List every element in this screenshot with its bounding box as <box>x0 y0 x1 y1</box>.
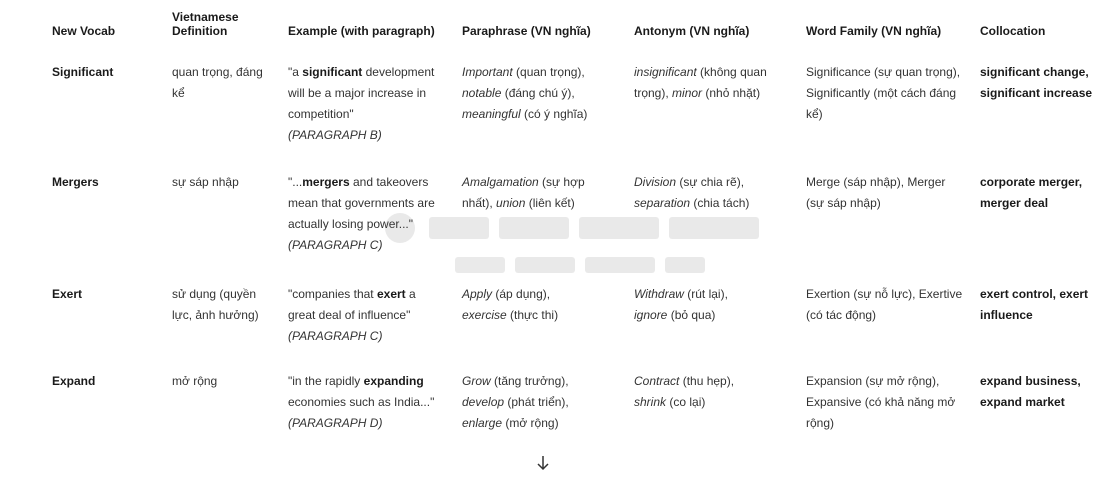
table-row <box>44 46 1114 164</box>
paragraph-ref: (PARAGRAPH B) <box>288 128 382 142</box>
antonym-cell: Contract (thu hẹp), shrink (co lại) <box>634 374 735 409</box>
paraphrase-cell: Apply (áp dụng), exercise (thực thi) <box>462 287 559 322</box>
example-cell: "in the rapidly expanding economies such as India..." (PARAGRAPH D) <box>288 374 435 430</box>
table-row <box>44 270 1114 363</box>
header-collocation: Collocation <box>980 24 1046 38</box>
table-row <box>44 363 1114 438</box>
paragraph-ref: (PARAGRAPH C) <box>288 238 383 252</box>
highlighted-word: significant <box>302 65 363 79</box>
vocab-cell: Mergers <box>52 175 99 189</box>
collocation-cell: expand business, expand market <box>980 374 1081 409</box>
vocab-cell: Exert <box>52 287 83 301</box>
word-family-cell: Expansion (sự mở rộng), Expansive (có khả năng mở rộng) <box>806 374 956 430</box>
word-family-cell: Merge (sáp nhập), Merger (sự sáp nhập) <box>806 175 946 210</box>
collocation-cell: significant change, significant increase <box>980 65 1093 100</box>
vocab-table <box>44 8 1114 438</box>
example-cell: "a significant development will be a major increase in competition" (PARAGRAPH B) <box>288 65 435 142</box>
paragraph-ref: (PARAGRAPH C) <box>288 329 383 343</box>
header-new-vocab: New Vocab <box>52 24 116 38</box>
definition-cell: sử dụng (quyền lực, ảnh hưởng) <box>172 287 259 322</box>
antonym-cell: Withdraw (rút lại), ignore (bỏ qua) <box>634 287 728 322</box>
highlighted-word: mergers <box>302 175 350 189</box>
example-cell: "...mergers and takeovers mean that governments are actually losing power..." (PARAGRAPH C) <box>288 175 435 252</box>
header-example: Example (with paragraph) <box>288 24 435 38</box>
definition-cell: sự sáp nhập <box>172 175 239 189</box>
word-family-cell: Exertion (sự nỗ lực), Exertive (có tác động) <box>806 287 963 322</box>
highlighted-word: expanding <box>363 374 424 388</box>
collocation-cell: corporate merger, merger deal <box>980 175 1083 210</box>
paraphrase-cell: Grow (tăng trưởng), develop (phát triển), enlarge (mở rộng) <box>462 374 569 430</box>
example-cell: "companies that exert a great deal of influence" (PARAGRAPH C) <box>288 287 416 343</box>
table-header-row <box>44 8 1114 46</box>
paraphrase-cell: Amalgamation (sự hợp nhất), union (liên kết) <box>462 175 585 210</box>
antonym-cell: insignificant (không quan trọng), minor (nhỏ nhặt) <box>634 65 767 100</box>
vocab-cell: Expand <box>52 374 96 388</box>
table-row <box>44 164 1114 270</box>
definition-cell: quan trọng, đáng kể <box>172 65 263 100</box>
paragraph-ref: (PARAGRAPH D) <box>288 416 383 430</box>
antonym-cell: Division (sự chia rẽ), separation (chia tách) <box>634 175 750 210</box>
paraphrase-cell: Important (quan trọng), notable (đáng chú ý), meaningful (có ý nghĩa) <box>462 65 588 121</box>
header-antonym: Antonym (VN nghĩa) <box>634 24 750 38</box>
header-paraphrase: Paraphrase (VN nghĩa) <box>462 24 591 38</box>
vocab-cell: Significant <box>52 65 114 79</box>
word-family-cell: Significance (sự quan trọng), Significantly (một cách đáng kể) <box>806 65 961 121</box>
definition-cell: mở rộng <box>172 374 218 388</box>
header-vietnamese-definition: Vietnamese Definition <box>172 10 239 38</box>
collocation-cell: exert control, exert influence <box>980 287 1089 322</box>
highlighted-word: exert <box>376 287 406 301</box>
arrow-down-icon[interactable] <box>536 455 550 471</box>
header-word-family: Word Family (VN nghĩa) <box>806 24 942 38</box>
